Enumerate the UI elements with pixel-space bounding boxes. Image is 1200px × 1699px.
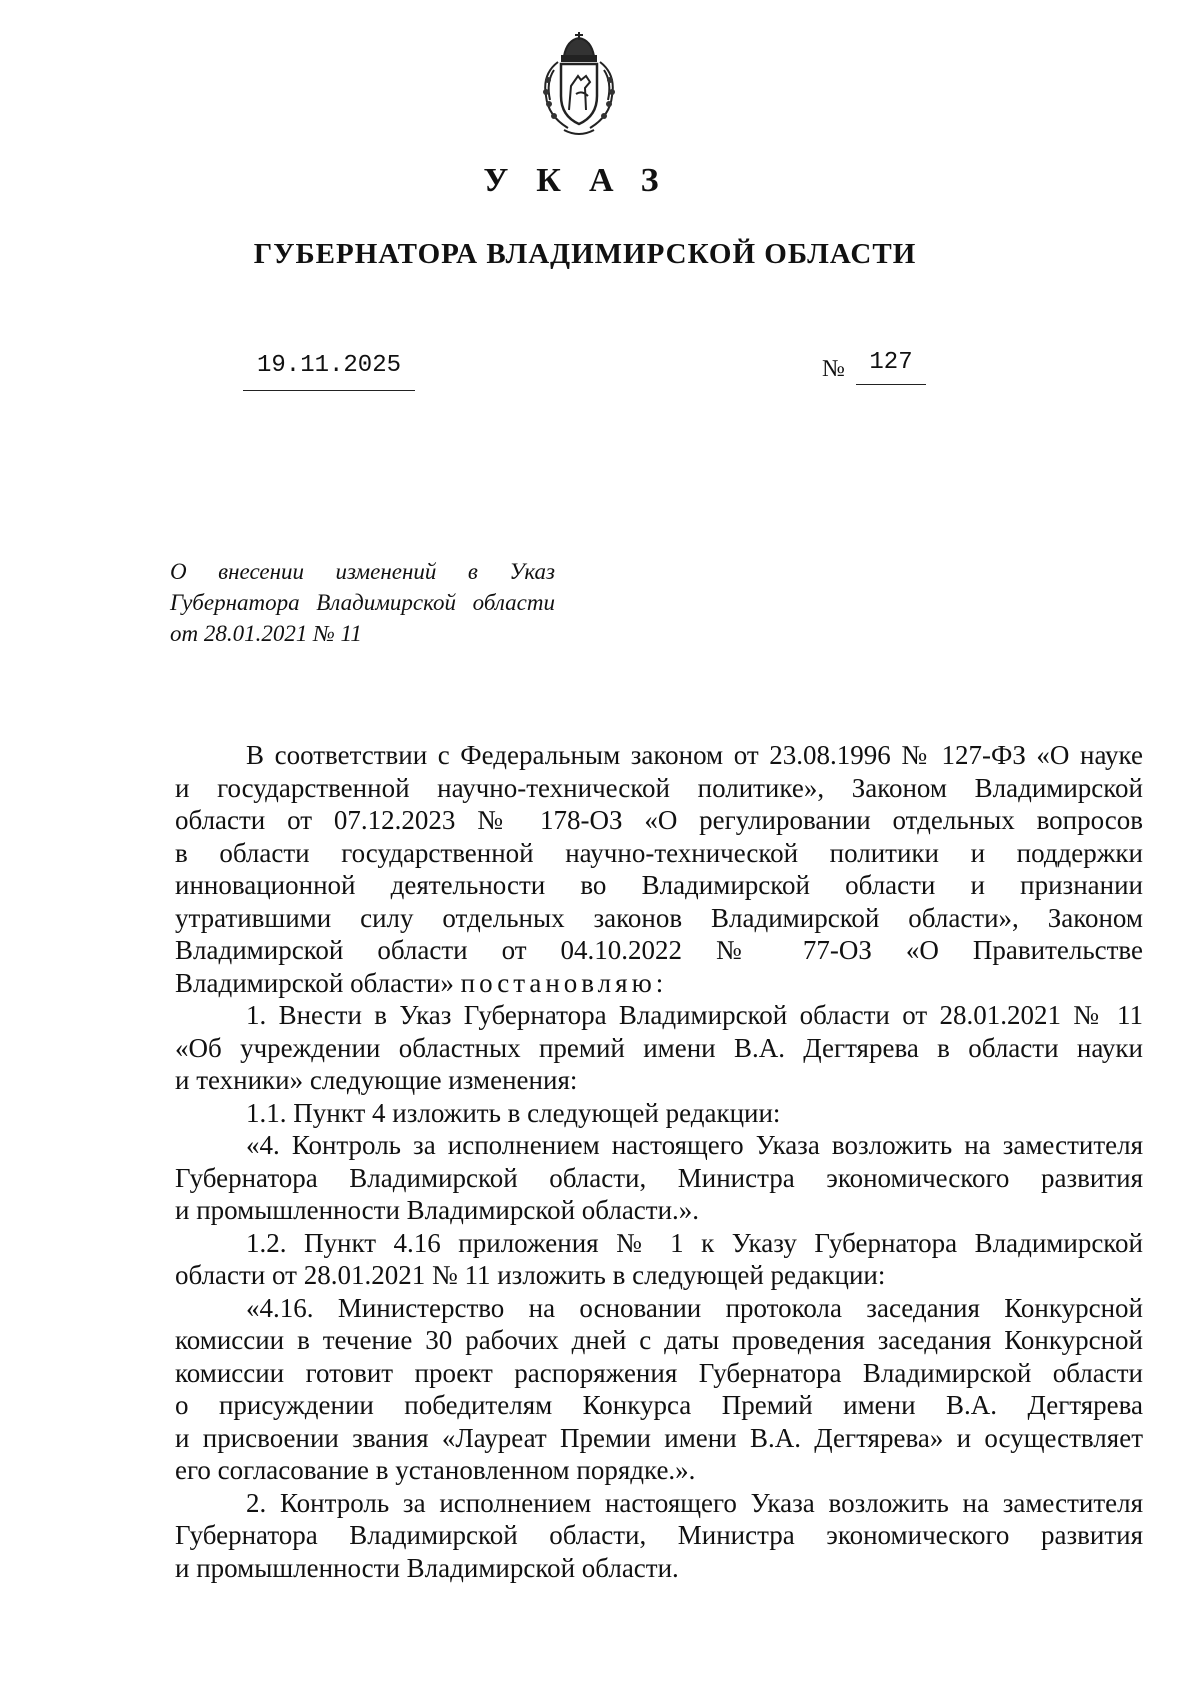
body-line: и техники» следующие изменения: [175, 1065, 578, 1095]
document-heading [170, 556, 555, 649]
body-line-start: Владимирской области» [175, 967, 454, 998]
body-line: утратившими силу отдельных законов Владимирской области», Законом [175, 902, 1143, 933]
body-line: «Об учреждении областных премий имени В.А. Дегтярева в области науки [175, 1032, 1143, 1063]
body-line: Владимирской области от 04.10.2022 № 77-ОЗ «О Правительстве [175, 935, 1143, 965]
body-line: комиссии готовит проект распоряжения Губернатора Владимирской области [175, 1357, 1143, 1388]
body-line: о присуждении победителям Конкурса Премий имени В.А. Дегтярева [175, 1390, 1143, 1420]
document-number: 127 [856, 348, 926, 385]
body-line: 1. Внести в Указ Губернатора Владимирской области от 28.01.2021 № 11 [246, 1000, 1143, 1030]
document-title: УКАЗ [483, 162, 687, 199]
heading-line: О внесении изменений в Указ [170, 559, 555, 584]
body-line: и промышленности Владимирской области. [175, 1552, 679, 1583]
body-line: области от 07.12.2023 № 178-ОЗ «О регулировании отдельных вопросов [175, 805, 1143, 835]
heading-line: от 28.01.2021 № 11 [170, 621, 362, 646]
body-line: его согласование в установленном порядке.». [175, 1455, 696, 1485]
heading-line: Губернатора Владимирской области [170, 590, 555, 615]
number-sign: № [822, 356, 845, 382]
document-date: 19.11.2025 [243, 348, 415, 391]
document-subtitle: ГУБЕРНАТОРА ВЛАДИМИРСКОЙ ОБЛАСТИ [253, 238, 917, 270]
body-line: 1.2. Пункт 4.16 приложения № 1 к Указу Губернатора Владимирской [246, 1227, 1143, 1258]
decree-word: постановляю: [460, 967, 668, 998]
body-line: 1.1. Пункт 4 изложить в следующей редакции: [246, 1097, 781, 1128]
body-line: «4.16. Министерство на основании протокола заседания Конкурсной [246, 1292, 1143, 1323]
body-line: Губернатора Владимирской области, Министра экономического развития [175, 1162, 1143, 1193]
body-line: 2. Контроль за исполнением настоящего Указа возложить на заместителя [246, 1487, 1143, 1518]
body-line: В соответствии с Федеральным законом от 23.08.1996 № 127-ФЗ «О науке [246, 740, 1143, 770]
coat-of-arms-icon [534, 30, 624, 140]
body-line: и государственной научно-технической политике», Законом Владимирской [175, 772, 1143, 803]
body-line: и промышленности Владимирской области.». [175, 1195, 700, 1225]
body-line: комиссии в течение 30 рабочих дней с даты проведения заседания Конкурсной [175, 1325, 1143, 1355]
body-line: в области государственной научно-технической политики и поддержки [175, 837, 1143, 868]
body-line: области от 28.01.2021 № 11 изложить в следующей редакции: [175, 1260, 886, 1290]
body-line: «4. Контроль за исполнением настоящего Указа возложить на заместителя [246, 1130, 1143, 1160]
body-line: Губернатора Владимирской области, Министра экономического развития [175, 1520, 1143, 1550]
body-line [175, 967, 1143, 1000]
body-line: инновационной деятельности во Владимирской области и признании [175, 870, 1143, 900]
document-body [175, 739, 1143, 1584]
body-line: и присвоении звания «Лауреат Премии имени В.А. Дегтярева» и осуществляет [175, 1422, 1143, 1453]
